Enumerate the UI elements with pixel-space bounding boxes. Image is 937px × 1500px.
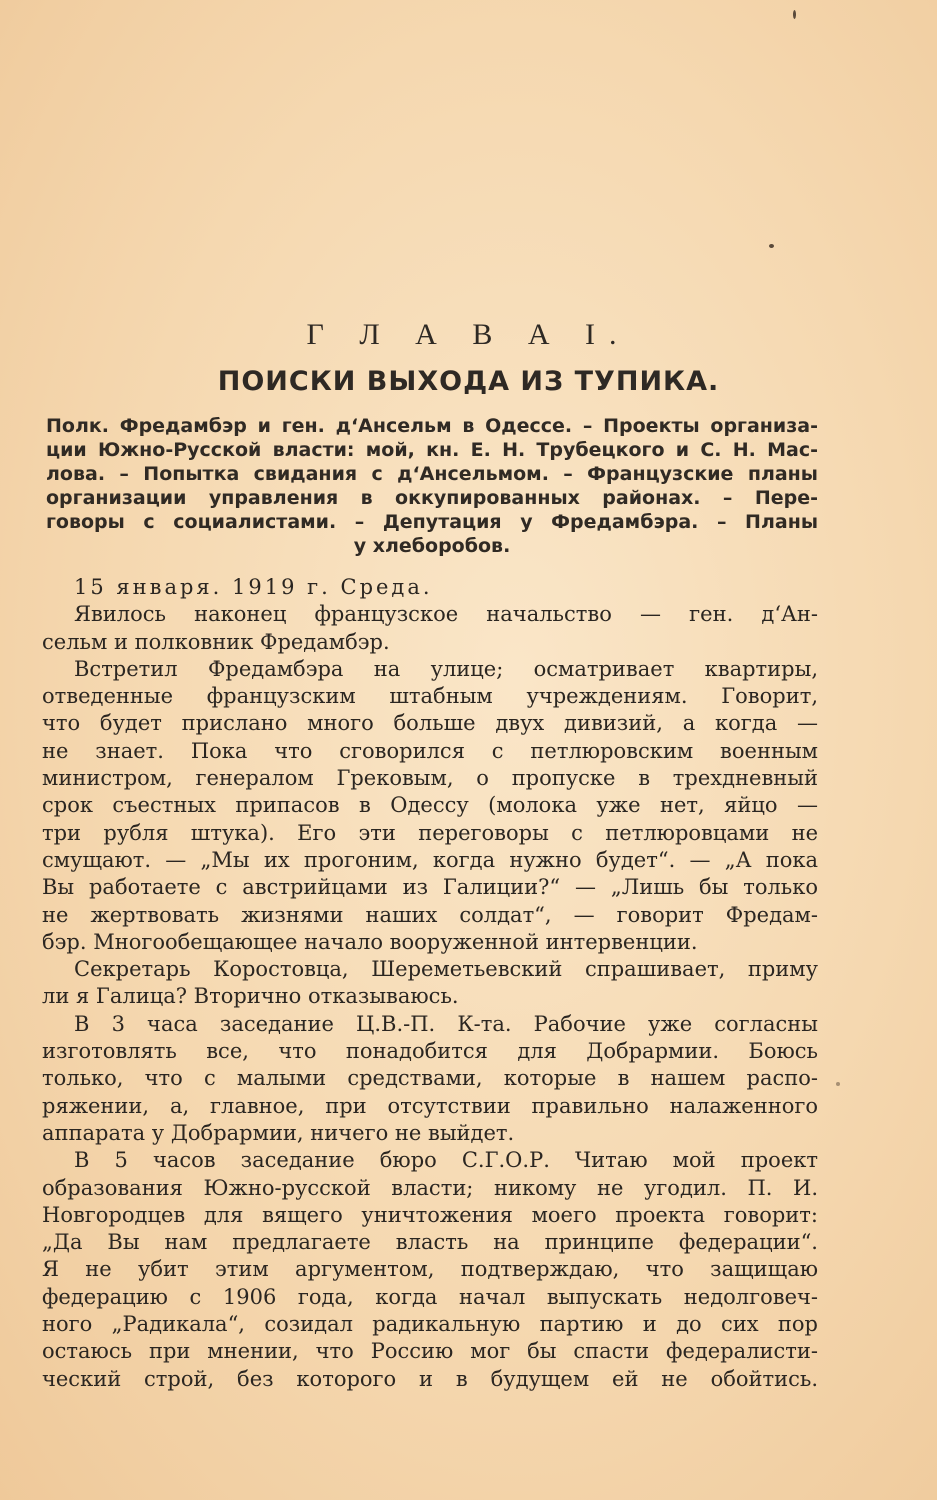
text-line: „Да Вы нам предлагаете власть на принципе федерации“. xyxy=(42,1230,818,1255)
synopsis-line: у хлеборобов. xyxy=(353,535,511,557)
text-line: смущают. — „Мы их прогоним, когда нужно будет“. — „А пока xyxy=(42,847,818,872)
text-line: ного „Радикала“, созидал радикальную партию и до сих пор xyxy=(42,1312,818,1337)
text-line: не жертвовать жизнями наших солдат“, — говорит Фредам- xyxy=(42,902,818,927)
text-line: остаюсь при мнении, что Россию мог бы спасти федералисти- xyxy=(42,1339,818,1364)
text-line: ческий строй, без которого и в будущем ей не обойтись. xyxy=(42,1366,818,1391)
synopsis-line: говоры с социалистами. – Депутация у Фредамбэра. – Планы xyxy=(46,511,818,533)
synopsis-line: Полк. Фредамбэр и ген. д‘Ансельм в Одессе. – Проекты организа- xyxy=(46,415,818,437)
text-line: Секретарь Коростовца, Шереметьевский спрашивает, приму xyxy=(74,957,818,982)
text-line: ли я Галица? Вторично отказываюсь. xyxy=(42,984,459,1009)
text-line: ряжении, а, главное, при отсутствии правильно налаженного xyxy=(42,1093,818,1118)
chapter-synopsis xyxy=(46,414,818,558)
text-line: срок съестных припасов в Одессу (молока уже нет, яйцо — xyxy=(42,793,818,818)
text-line: бэр. Многообещающее начало вооруженной интервенции. xyxy=(42,929,698,954)
text-line: Я не убит этим аргументом, подтверждаю, что защищаю xyxy=(42,1257,818,1282)
text-line: Вы работаете с австрийцами из Галиции?“ — „Лишь бы только xyxy=(42,875,818,900)
synopsis-line: лова. – Попытка свидания с д‘Ансельмом. – Французские планы xyxy=(46,463,818,485)
text-line: только, что с малыми средствами, которые в нашем распо- xyxy=(42,1066,818,1091)
text-line: В 3 часа заседание Ц.В.-П. К-та. Рабочие уже согласны xyxy=(74,1011,818,1036)
synopsis-line: ции Южно-Русской власти: мой, кн. Е. Н. Трубецкого и С. Н. Мас- xyxy=(46,439,818,461)
text-line: отведенные французским штабным учреждениям. Говорит, xyxy=(42,684,818,709)
text-line: аппарата у Добрармии, ничего не выйдет. xyxy=(42,1120,515,1145)
text-line: образования Южно-русской власти; никому не угодил. П. И. xyxy=(42,1175,818,1200)
text-line: изготовлять все, что понадобится для Добрармии. Боюсь xyxy=(42,1039,818,1064)
text-line: что будет прислано много больше двух дивизий, а когда — xyxy=(42,711,818,736)
synopsis-line: организации управления в оккупированных районах. – Пере- xyxy=(46,487,818,509)
text-line: министром, генералом Грековым, о пропуске в трехдневный xyxy=(42,766,818,791)
chapter-number: Г Л А В А I. xyxy=(306,318,631,351)
paper-speck xyxy=(836,1082,840,1086)
text-line: федерацию с 1906 года, когда начал выпускать недолговеч- xyxy=(42,1284,818,1309)
paper-speck xyxy=(769,244,774,248)
text-line: Встретил Фредамбэра на улице; осматривает квартиры, xyxy=(74,656,818,681)
text-line: Новгородцев для вящего уничтожения моего проекта говорит: xyxy=(42,1202,818,1227)
date-heading: 15 января. 1919 г. Среда. xyxy=(74,575,433,599)
text-line: не знает. Пока что сговорился с петлюровским военным xyxy=(42,738,818,763)
text-line: В 5 часов заседание бюро С.Г.О.Р. Читаю мой проект xyxy=(74,1148,818,1173)
text-line: сельм и полковник Фредамбэр. xyxy=(42,629,390,654)
text-line: Явилось наконец французское начальство — ген. д‘Ан- xyxy=(74,602,818,627)
body-text xyxy=(42,574,818,1393)
text-line: три рубля штука). Его эти переговоры с петлюровцами не xyxy=(42,820,818,845)
paper-speck xyxy=(793,10,796,19)
chapter-title: ПОИСКИ ВЫХОДА ИЗ ТУПИКА. xyxy=(217,366,720,397)
